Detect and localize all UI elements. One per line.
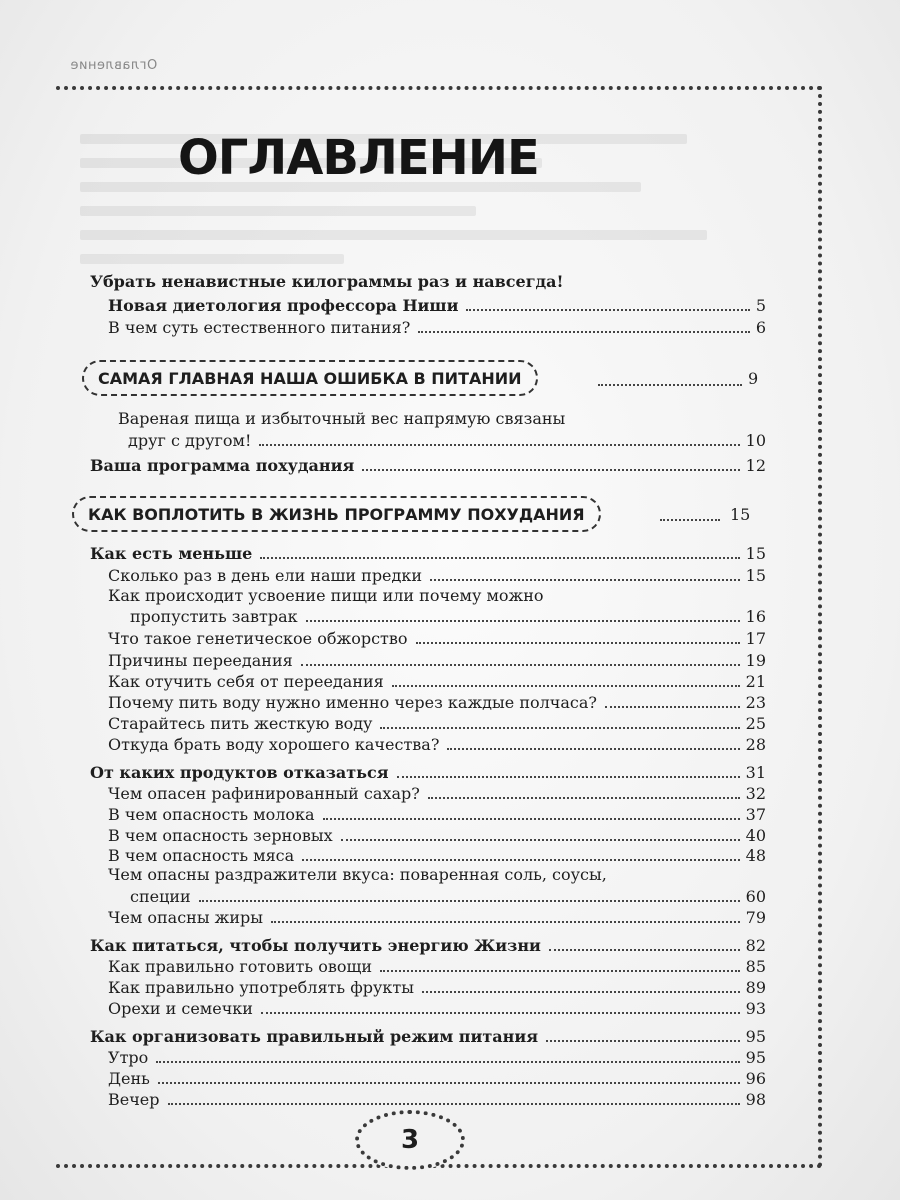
toc-entry[interactable] [108, 804, 766, 826]
toc-entry-page: 21 [745, 672, 766, 691]
toc-entry-title: Как питаться, чтобы получить энергию Жизни [90, 936, 541, 955]
toc-entry[interactable] [108, 650, 766, 672]
toc-entry[interactable] [108, 1068, 766, 1090]
toc-entry[interactable] [108, 713, 766, 735]
dot-leader [549, 949, 740, 951]
toc-entry[interactable] [108, 565, 766, 587]
toc-entry-title: В чем суть естественного питания? [108, 318, 411, 337]
dot-leader [156, 1061, 739, 1063]
toc-entry[interactable] [108, 825, 766, 847]
toc-entry-page: 32 [745, 784, 766, 803]
dot-leader [380, 970, 740, 972]
toc-entry-page: 48 [745, 846, 766, 865]
toc-entry-title: Как правильно готовить овощи [108, 957, 373, 976]
toc-entry-title: Чем опасен рафинированный сахар? [108, 784, 420, 803]
page-number: 3 [400, 1125, 420, 1155]
toc-entry-title-line2: пропустить завтрак [130, 607, 298, 626]
dot-leader [466, 309, 749, 311]
dot-leader [158, 1082, 740, 1084]
toc-entry-title: Новая диетология профессора Ниши [108, 296, 459, 315]
section-title: КАК ВОПЛОТИТЬ В ЖИЗНЬ ПРОГРАММУ ПОХУДАНИЯ [88, 504, 585, 524]
toc-entry[interactable] [128, 430, 766, 452]
section-page: 9 [748, 369, 759, 388]
dot-leader [302, 859, 739, 861]
toc-entry-page: 28 [745, 735, 766, 754]
toc-entry-title: Ваша программа похудания [90, 456, 355, 475]
dot-leader [447, 748, 739, 750]
toc-entry-title: Как правильно употреблять фрукты [108, 978, 414, 997]
toc-entry-title: Сколько раз в день ели наши предки [108, 566, 423, 585]
dot-leader [199, 900, 740, 902]
toc-entry[interactable] [108, 956, 766, 978]
toc-entry[interactable] [108, 1089, 766, 1111]
toc-entry-page: 19 [745, 651, 766, 670]
dot-leader [660, 519, 720, 521]
dot-leader [428, 797, 740, 799]
toc-entry[interactable] [90, 543, 766, 565]
toc-entry[interactable] [130, 606, 766, 628]
toc-entry[interactable] [108, 692, 766, 714]
running-head: Оглавление [70, 58, 158, 73]
toc-entry[interactable] [108, 317, 766, 339]
toc-entry-title: В чем опасность мяса [108, 846, 295, 865]
toc-entry-title: Что такое генетическое обжорство [108, 629, 408, 648]
toc-entry-page: 10 [745, 431, 766, 450]
toc-intro-heading: Убрать ненавистные килограммы раз и навсегда! [90, 272, 564, 291]
toc-entry[interactable] [108, 998, 766, 1020]
toc-entry-page: 82 [745, 936, 766, 955]
toc-entry-page: 17 [745, 629, 766, 648]
toc-entry-title: Чем опасны жиры [108, 908, 264, 927]
dot-leader [168, 1103, 740, 1105]
dot-leader [271, 921, 740, 923]
dot-leader [392, 685, 740, 687]
page-number-badge [355, 1110, 465, 1170]
dot-leader [306, 620, 740, 622]
section-heading-implement-program[interactable] [72, 496, 601, 532]
dot-leader [259, 444, 739, 446]
toc-entry-title: Старайтесь пить жесткую воду [108, 714, 373, 733]
toc-entry-title: От каких продуктов отказаться [90, 763, 389, 782]
toc-entry-title: Орехи и семечки [108, 999, 253, 1018]
dot-leader [430, 579, 740, 581]
toc-entry-page: 98 [745, 1090, 766, 1109]
section-title: САМАЯ ГЛАВНАЯ НАША ОШИБКА В ПИТАНИИ [98, 368, 522, 388]
toc-entry-page: 16 [745, 607, 766, 626]
toc-entry[interactable] [108, 671, 766, 693]
dot-leader [397, 776, 740, 778]
toc-entry-page: 12 [745, 456, 766, 475]
toc-entry[interactable] [108, 907, 766, 929]
dot-leader [362, 469, 739, 471]
toc-entry[interactable] [108, 977, 766, 999]
toc-entry-page: 6 [755, 318, 766, 337]
toc-entry-page: 95 [745, 1027, 766, 1046]
toc-entry-title: День [108, 1069, 150, 1088]
toc-entry-page: 89 [745, 978, 766, 997]
toc-entry-page: 5 [755, 296, 766, 315]
dot-leader [323, 818, 740, 820]
toc-entry[interactable] [90, 1026, 766, 1048]
dot-leader [341, 839, 740, 841]
dot-leader [422, 991, 740, 993]
toc-entry-title: Причины переедания [108, 651, 293, 670]
toc-entry-page: 40 [745, 826, 766, 845]
toc-entry-title: Как отучить себя от переедания [108, 672, 384, 691]
toc-entry-title: В чем опасность молока [108, 805, 315, 824]
toc-entry-title-line2: специи [130, 887, 191, 906]
section-heading-main-mistake[interactable] [82, 360, 538, 396]
page-title: ОГЛАВЛЕНИЕ [178, 130, 539, 186]
dot-leader [418, 331, 750, 333]
dot-leader [301, 664, 740, 666]
toc-entry[interactable] [90, 935, 766, 957]
toc-entry-page: 15 [745, 566, 766, 585]
toc-entry[interactable] [108, 783, 766, 805]
toc-entry-title: Почему пить воду нужно именно через каждые полчаса? [108, 693, 597, 712]
toc-entry-title: В чем опасность зерновых [108, 826, 333, 845]
toc-entry-title-line1: Как происходит усвоение пищи или почему можно [108, 586, 544, 605]
dot-leader [546, 1040, 740, 1042]
toc-entry-title-line1: Вареная пища и избыточный вес напрямую связаны [118, 409, 566, 428]
toc-entry-title-line2: друг с другом! [128, 431, 252, 450]
toc-entry-title: Как организовать правильный режим питания [90, 1027, 539, 1046]
toc-entry-page: 15 [745, 544, 766, 563]
dot-leader [605, 706, 740, 708]
dot-leader [380, 727, 739, 729]
toc-entry[interactable] [108, 734, 766, 756]
toc-entry-title: Откуда брать воду хорошего качества? [108, 735, 440, 754]
toc-entry-page: 85 [745, 957, 766, 976]
dot-leader [261, 1012, 740, 1014]
toc-entry-page: 31 [745, 763, 766, 782]
toc-entry-title: Вечер [108, 1090, 160, 1109]
toc-entry[interactable] [130, 886, 766, 908]
toc-entry[interactable] [90, 762, 766, 784]
toc-entry-title-line1: Чем опасны раздражители вкуса: поваренная соль, соусы, [108, 865, 607, 884]
dot-leader [598, 384, 742, 386]
toc-entry-page: 37 [745, 805, 766, 824]
toc-entry-page: 79 [745, 908, 766, 927]
section-page: 15 [730, 505, 751, 524]
toc-entry-page: 23 [745, 693, 766, 712]
toc-entry[interactable] [108, 1047, 766, 1069]
dot-leader [260, 557, 739, 559]
toc-entry[interactable] [108, 295, 766, 317]
toc-entry-title: Как есть меньше [90, 544, 253, 563]
toc-entry-page: 25 [745, 714, 766, 733]
toc-entry-page: 93 [745, 999, 766, 1018]
toc-entry-page: 60 [745, 887, 766, 906]
toc-entry-title: Утро [108, 1048, 149, 1067]
toc-entry-page: 95 [745, 1048, 766, 1067]
toc-entry-page: 96 [745, 1069, 766, 1088]
toc-entry[interactable] [90, 455, 766, 477]
toc-entry[interactable] [108, 628, 766, 650]
dot-leader [416, 642, 740, 644]
